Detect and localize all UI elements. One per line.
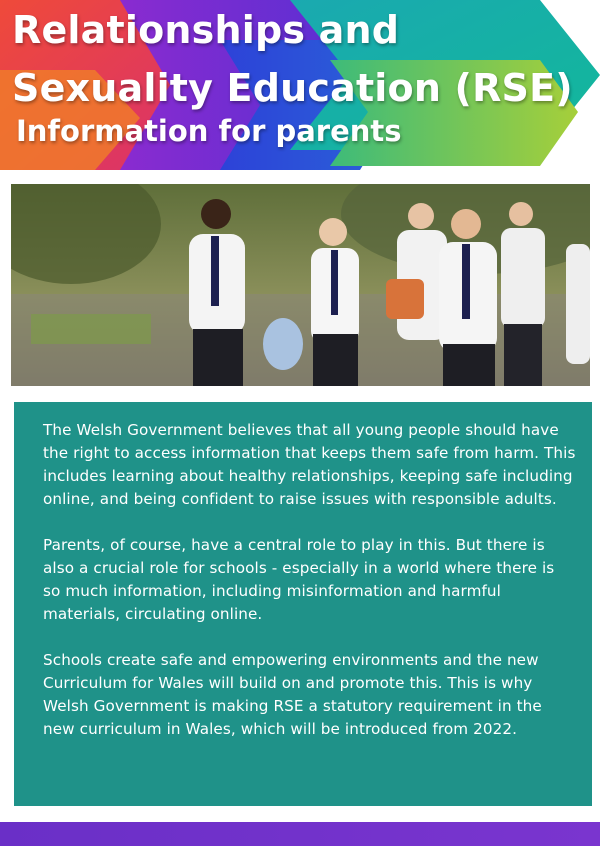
title-line-2: Sexuality Education (RSE) [12, 66, 573, 110]
paragraph-1: The Welsh Government believes that all young people should have the right to access information that keeps them safe from harm. This includes learning about healthy relationships, keeping safe including online, and being confident to raise issues with responsible adults. [43, 421, 576, 508]
header-banner [0, 0, 600, 170]
paragraph-2: Parents, of course, have a central role to play in this. But there is also a crucial role for schools - especially in a world where there is so much information, including misinformation and harmful materials, circulating online. [43, 536, 555, 623]
students-photo [11, 184, 590, 386]
title-line-1: Relationships and [12, 8, 400, 52]
paragraph-3: Schools create safe and empowering environments and the new Curriculum for Wales will build on and promote this. This is why Welsh Government is making RSE a statutory requirement in the new curriculum in Wales, which will be introduced from 2022. [43, 651, 542, 738]
footer-bar [0, 822, 600, 846]
subtitle: Information for parents [16, 114, 402, 148]
info-text-box [14, 402, 592, 806]
